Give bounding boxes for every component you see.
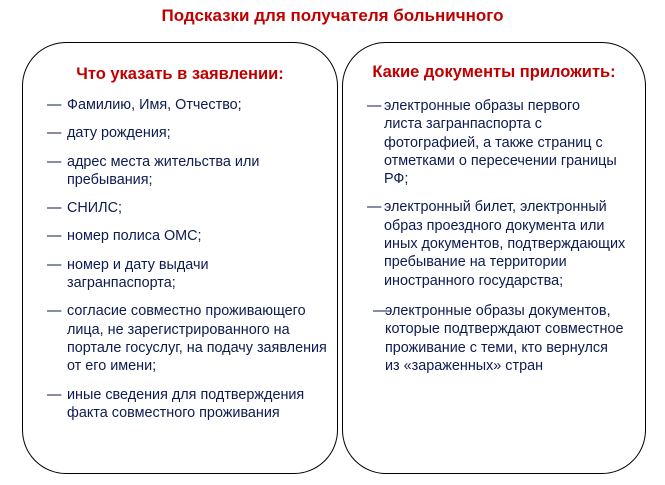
list-item: — номер и дату выдачи загранпаспорта; [47,256,209,292]
what-to-specify-panel [22,42,338,474]
list-item: — электронный билет, электронный образ проездного документа или иных документов, подтверждающих пребывание на территории иностранного государства; [367,199,626,289]
list-item: — согласие совместно проживающего лица, не зарегистрированного на портале госуслуг, на подачу заявления от его имени; [47,303,327,375]
list-item: — иные сведения для подтверждения факта совместного проживания [47,386,305,421]
what-to-specify-heading: Что указать в заявлении: [76,65,284,83]
page-title: Подсказки для получателя больничного [161,6,504,25]
list-item: — СНИЛС; [47,200,122,217]
list-item: — адрес места жительства или пребывания; [47,153,260,188]
documents-to-attach-heading: Какие документы приложить: [372,63,616,81]
list-item: — номер полиса ОМС; [47,228,202,245]
list-item: — дату рождения; [47,125,171,142]
documents-to-attach-list [343,97,645,375]
list-item: — Фамилию, Имя, Отчество; [47,97,242,113]
list-item: — электронные образы документов, которые подтверждают совместное проживание с теми, кто вернулся из «зараженных» стран [373,302,624,374]
list-item: — электронные образы первого листа загранпаспорта с фотографией, а также страниц с отметками о пересечении границы РФ; [367,98,617,188]
documents-to-attach-panel [342,42,646,474]
what-to-specify-list [23,96,337,422]
